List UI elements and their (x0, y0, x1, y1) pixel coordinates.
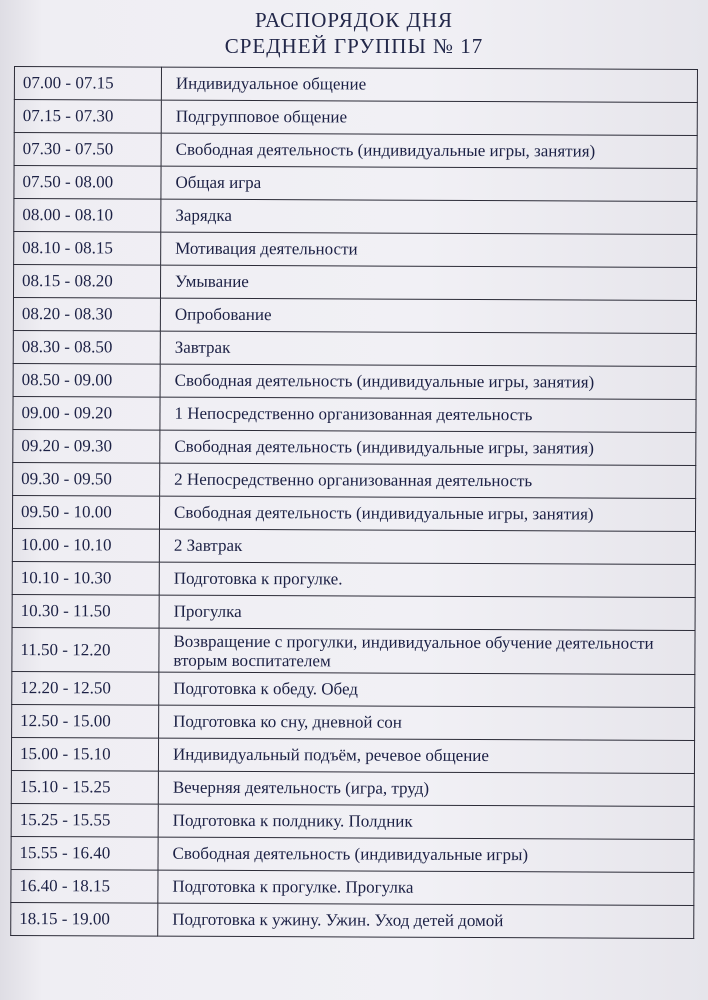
schedule-row (13, 396, 696, 432)
schedule-row (11, 902, 694, 938)
schedule-activity: Умывание (160, 265, 696, 300)
schedule-time: 11.50 - 12.20 (12, 627, 159, 672)
schedule-activity: 1 Непосредственно организованная деятельность (160, 397, 696, 432)
schedule-row (14, 100, 697, 136)
schedule-row (11, 869, 694, 905)
schedule-table-body (11, 67, 698, 939)
schedule-row (14, 232, 697, 268)
schedule-time: 10.00 - 10.10 (12, 528, 159, 562)
schedule-row (11, 737, 694, 773)
schedule-activity: Свободная деятельность (индивидуальные игры, занятия) (161, 133, 697, 168)
schedule-row (13, 265, 696, 301)
schedule-row (14, 133, 697, 169)
schedule-row (13, 363, 696, 399)
schedule-time: 09.50 - 10.00 (12, 495, 159, 529)
schedule-time: 08.10 - 08.15 (14, 232, 161, 266)
schedule-row (12, 528, 695, 564)
schedule-time: 08.15 - 08.20 (13, 265, 160, 299)
schedule-activity: 2 Непосредственно организованная деятельность (160, 463, 696, 498)
schedule-activity: Возвращение с прогулки, индивидуальное обучение деятельности вторым воспитателем (159, 628, 695, 674)
schedule-row (14, 199, 697, 235)
schedule-row (12, 627, 695, 674)
schedule-time: 09.30 - 09.50 (13, 462, 160, 496)
schedule-row (12, 704, 695, 740)
schedule-activity: Индивидуальное общение (161, 67, 697, 102)
schedule-time: 08.50 - 09.00 (13, 363, 160, 397)
schedule-time: 10.30 - 11.50 (12, 594, 159, 628)
schedule-time: 08.30 - 08.50 (13, 330, 160, 364)
schedule-row (11, 803, 694, 839)
schedule-row (13, 429, 696, 465)
schedule-time: 15.55 - 16.40 (11, 836, 158, 870)
schedule-row (11, 836, 694, 872)
schedule-activity: Зарядка (161, 199, 697, 234)
schedule-activity: Подгрупповое общение (161, 100, 697, 135)
schedule-time: 12.20 - 12.50 (12, 671, 159, 705)
schedule-activity: Свободная деятельность (индивидуальные игры) (158, 837, 694, 872)
schedule-activity: Подготовка к полднику. Полдник (158, 804, 694, 839)
schedule-activity: 2 Завтрак (159, 529, 695, 564)
schedule-activity: Общая игра (161, 166, 697, 201)
schedule-activity: Индивидуальный подъём, речевое общение (158, 738, 694, 773)
schedule-row (12, 561, 695, 597)
schedule-activity: Мотивация деятельности (161, 232, 697, 267)
schedule-activity: Подготовка ко сну, дневной сон (159, 705, 695, 740)
schedule-time: 09.00 - 09.20 (13, 396, 160, 430)
schedule-activity: Подготовка к обеду. Обед (159, 672, 695, 707)
schedule-time: 07.30 - 07.50 (14, 133, 161, 167)
schedule-row (12, 671, 695, 707)
schedule-activity: Прогулка (159, 595, 695, 630)
schedule-time: 08.20 - 08.30 (13, 297, 160, 331)
schedule-time: 18.15 - 19.00 (11, 902, 158, 936)
schedule-row (13, 462, 696, 498)
schedule-row (13, 297, 696, 333)
schedule-row (12, 495, 695, 531)
schedule-row (13, 330, 696, 366)
schedule-activity: Вечерняя деятельность (игра, труд) (158, 771, 694, 806)
schedule-row (11, 770, 694, 806)
schedule-activity: Свободная деятельность (индивидуальные игры, занятия) (160, 430, 696, 465)
schedule-time: 09.20 - 09.30 (13, 429, 160, 463)
page-title: РАСПОРЯДОК ДНЯ (254, 8, 454, 32)
schedule-activity: Свободная деятельность (индивидуальные игры, занятия) (159, 496, 695, 531)
schedule-activity: Подготовка к ужину. Ужин. Уход детей домой (158, 903, 694, 938)
schedule-time: 07.50 - 08.00 (14, 166, 161, 200)
schedule-time: 16.40 - 18.15 (11, 869, 158, 903)
schedule-time: 12.50 - 15.00 (12, 704, 159, 738)
schedule-activity: Подготовка к прогулке. (159, 562, 695, 597)
schedule-row (12, 594, 695, 630)
schedule-activity: Завтрак (160, 331, 696, 366)
schedule-row (14, 166, 697, 202)
page-subtitle: СРЕДНЕЙ ГРУППЫ № 17 (224, 34, 484, 58)
schedule-time: 15.10 - 15.25 (11, 770, 158, 804)
schedule-time: 07.00 - 07.15 (14, 67, 161, 101)
schedule-time: 10.10 - 10.30 (12, 561, 159, 595)
schedule-activity: Свободная деятельность (индивидуальные игры, занятия) (160, 364, 696, 399)
schedule-time: 07.15 - 07.30 (14, 100, 161, 134)
schedule-activity: Подготовка к прогулке. Прогулка (158, 870, 694, 905)
schedule-row (14, 67, 697, 103)
schedule-time: 15.00 - 15.10 (11, 737, 158, 771)
schedule-time: 15.25 - 15.55 (11, 803, 158, 837)
schedule-table (10, 66, 698, 939)
schedule-time: 08.00 - 08.10 (14, 199, 161, 233)
schedule-activity: Опробование (160, 298, 696, 333)
